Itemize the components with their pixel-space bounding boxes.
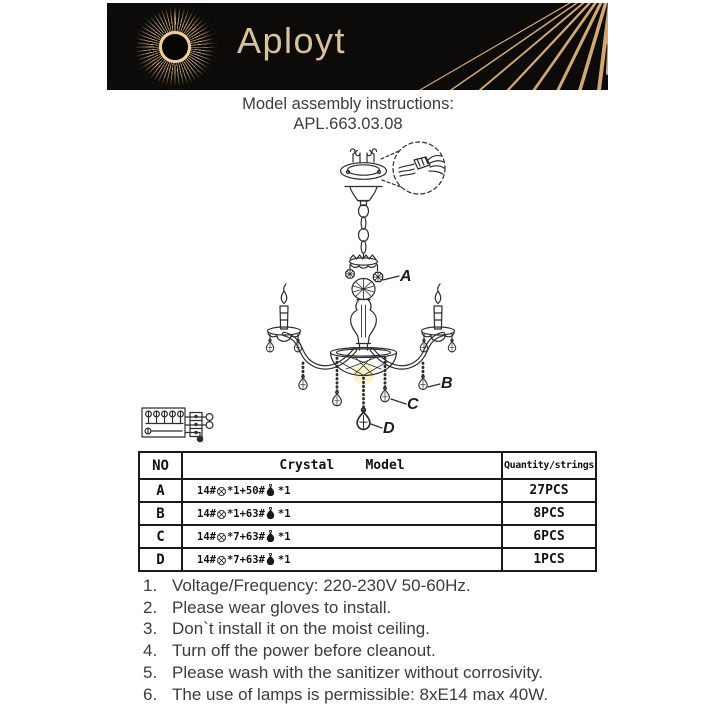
- item-text: Voltage/Frequency: 220-230V 50-60Hz.: [172, 576, 471, 595]
- teardrop-icon: [266, 530, 275, 542]
- brand-wordmark: Aployt: [237, 20, 347, 61]
- item-number: 6.: [143, 684, 158, 704]
- list-item: [143, 662, 613, 684]
- item-text: The use of lamps is permissible: 8xE14 max 40W.: [172, 684, 549, 704]
- table-row: [139, 479, 596, 502]
- quantity-cell: 1PCS: [502, 548, 596, 571]
- item-text: Turn off the power before cleanout.: [172, 641, 436, 661]
- page-title: Model assembly instructions:: [242, 95, 454, 113]
- item-number: 2.: [143, 597, 158, 617]
- table-header-row: [139, 452, 596, 479]
- teardrop-icon: [266, 553, 275, 565]
- list-item: [143, 575, 613, 597]
- quantity-cell: 27PCS: [502, 479, 596, 502]
- octagon-bead-icon: [217, 533, 226, 542]
- item-text: Don`t install it on the moist ceiling.: [172, 619, 430, 639]
- item-text: Please wash with the sanitizer without corrosivity.: [172, 662, 544, 682]
- list-item: [143, 684, 613, 706]
- crystal-model-cell: 14# *7+63# *1: [182, 548, 502, 571]
- list-item: [143, 618, 613, 640]
- octagon-bead-icon: [217, 510, 226, 519]
- teardrop-icon: [266, 484, 275, 496]
- row-letter: A: [139, 479, 182, 502]
- table-row: [139, 502, 596, 525]
- crystal-model-cell: 14# *7+63# *1: [182, 525, 502, 548]
- teardrop-icon: [266, 507, 275, 519]
- quantity-cell: 6PCS: [502, 525, 596, 548]
- crystal-model-cell: 14# *1+63# *1: [182, 502, 502, 525]
- row-letter: C: [139, 525, 182, 548]
- row-letter: D: [139, 548, 182, 571]
- header-quantity: Quantity/strings: [502, 452, 596, 479]
- model-number: APL.663.03.08: [293, 114, 403, 133]
- list-item: [143, 597, 613, 619]
- item-number: 4.: [143, 641, 158, 661]
- part-label-d: D: [383, 420, 395, 437]
- item-number: 1.: [143, 576, 158, 595]
- list-item: [143, 640, 613, 662]
- part-label-b: B: [441, 375, 453, 392]
- octagon-bead-icon: [217, 556, 226, 565]
- terminal-block-diagram: [142, 408, 213, 442]
- item-number: 3.: [143, 619, 158, 639]
- table-row: [139, 548, 596, 571]
- item-number: 5.: [143, 662, 158, 682]
- crystal-model-cell: 14# *1+50# *1: [182, 479, 502, 502]
- part-label-c: C: [407, 396, 419, 413]
- parts-table: [138, 451, 597, 572]
- instructions-list: [143, 575, 613, 705]
- item-text: Please wear gloves to install.: [172, 597, 392, 617]
- quantity-cell: 8PCS: [502, 502, 596, 525]
- row-letter: B: [139, 502, 182, 525]
- header-no: NO: [139, 452, 182, 479]
- octagon-bead-icon: [217, 487, 226, 496]
- header-crystal-model: Crystal Model: [182, 452, 502, 479]
- part-label-a: A: [400, 268, 412, 285]
- table-row: [139, 525, 596, 548]
- wire-detail-inset: [381, 142, 445, 194]
